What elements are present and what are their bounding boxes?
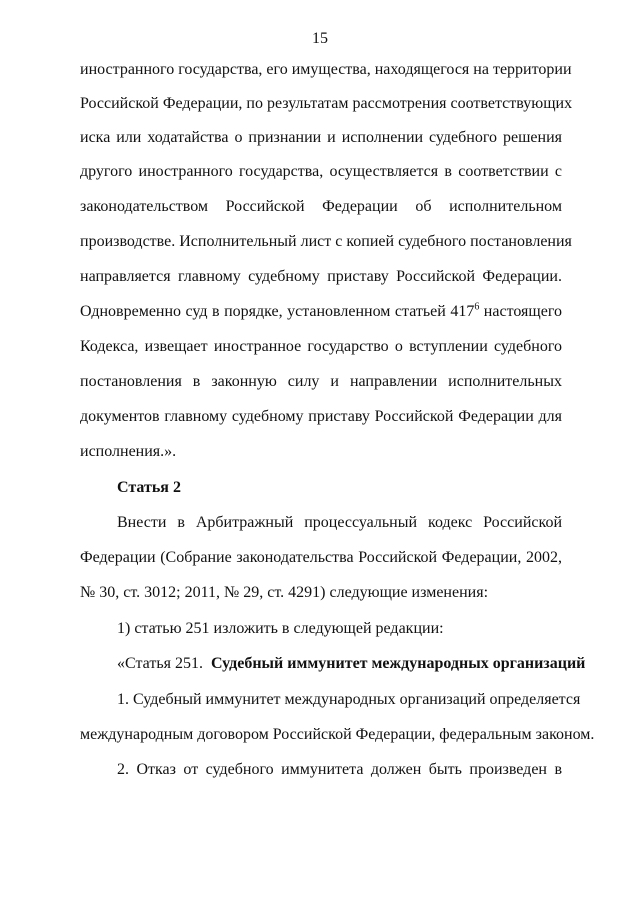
article-number: «Статья 251. [117, 655, 203, 672]
page-number: 15 [312, 30, 328, 47]
text-line: исполнения.». [80, 443, 177, 460]
list-item: 1) статью 251 изложить в следующей редакции: [117, 620, 444, 637]
text-line: другого иностранного государства, осуществляется в соответствии с [80, 163, 562, 180]
text-line: международным договором Российской Федерации, федеральным законом. [80, 726, 595, 743]
text-line: постановления в законную силу и направлении исполнительных [80, 373, 562, 390]
text-line: Российской Федерации, по результатам рассмотрения соответствующих [80, 95, 573, 112]
quoted-article-heading [117, 654, 586, 674]
text-line: производстве. Исполнительный лист с копией судебного постановления [80, 233, 572, 250]
text-line: направляется главному судебному приставу Российской Федерации. [80, 268, 562, 285]
text-line: Кодекса, извещает иностранное государство о вступлении судебного [80, 338, 562, 355]
text-line: Федерации (Собрание законодательства Российской Федерации, 2002, [80, 549, 562, 566]
article-title: Судебный иммунитет международных организаций [210, 655, 586, 672]
text-line: Внести в Арбитражный процессуальный кодекс Российской [117, 514, 562, 531]
text-fragment: настоящего [479, 303, 562, 320]
text-line: законодательством Российской Федерации об исполнительном [80, 198, 562, 215]
text-line: № 30, ст. 3012; 2011, № 29, ст. 4291) следующие изменения: [80, 584, 489, 601]
article-heading: Статья 2 [117, 479, 181, 496]
text-line: иностранного государства, его имущества, находящегося на территории [80, 61, 572, 78]
text-fragment: Одновременно суд в порядке, установленном статьей 417 [80, 303, 475, 320]
text-line: документов главному судебному приставу Российской Федерации для [80, 408, 562, 425]
text-line: иска или ходатайства о признании и исполнении судебного решения [80, 129, 562, 146]
text-line: 2. Отказ от судебного иммунитета должен быть произведен в [117, 761, 562, 778]
superscript: 6 [474, 301, 480, 313]
text-line-with-superscript [80, 302, 562, 322]
text-line: 1. Судебный иммунитет международных организаций определяется [117, 691, 581, 708]
